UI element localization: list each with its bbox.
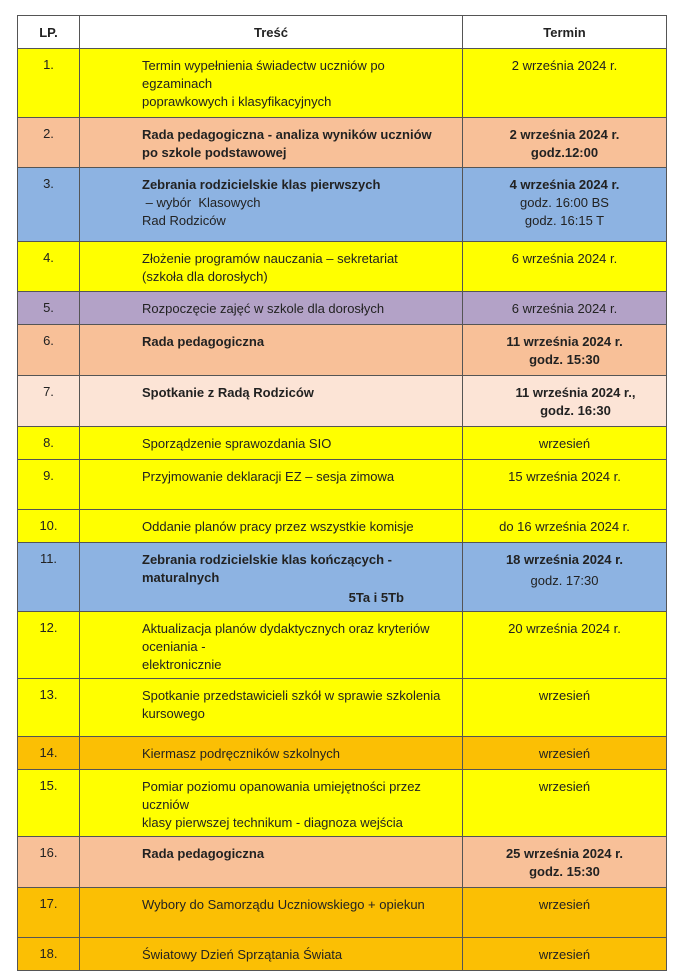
row-term (463, 543, 667, 612)
term-line: wrzesień (538, 688, 591, 703)
content-line: poprawkowych i klasyfikacyjnych (142, 94, 332, 109)
row-number: 11. (18, 543, 80, 612)
row-term (463, 510, 667, 543)
term-line: 18 września 2024 r. (505, 552, 624, 567)
row-content (80, 427, 463, 460)
term-line: 11 września 2024 r., (515, 385, 636, 400)
row-number: 14. (18, 737, 80, 770)
table-row (18, 376, 667, 427)
row-content (80, 292, 463, 325)
content-line: 5Ta i 5Tb (348, 590, 404, 605)
row-number: 1. (18, 49, 80, 118)
row-number: 18. (18, 938, 80, 971)
content-line: po szkole podstawowej (142, 145, 287, 160)
table-row (18, 737, 667, 770)
term-line: wrzesień (538, 436, 591, 451)
table-row (18, 837, 667, 888)
table-row (18, 543, 667, 612)
table-row (18, 325, 667, 376)
row-term (463, 770, 667, 837)
content-line (142, 176, 456, 212)
content-line: Spotkanie z Radą Rodziców (142, 385, 314, 400)
term-line: godz. 16:30 (540, 403, 611, 418)
row-term (463, 888, 667, 938)
row-content (80, 168, 463, 242)
row-number: 6. (18, 325, 80, 376)
row-content (80, 118, 463, 168)
content-bold: Zebrania rodzicielskie klas pierwszych (142, 177, 381, 192)
table-row (18, 770, 667, 837)
content-line: Wybory do Samorządu Uczniowskiego + opiekun (142, 897, 425, 912)
row-number: 2. (18, 118, 80, 168)
table-row (18, 49, 667, 118)
row-content (80, 737, 463, 770)
term-line: godz.12:00 (530, 145, 599, 160)
term-line: wrzesień (538, 779, 591, 794)
row-number: 12. (18, 612, 80, 679)
row-content (80, 460, 463, 510)
row-number: 16. (18, 837, 80, 888)
row-term (463, 292, 667, 325)
row-term (463, 168, 667, 242)
schedule-table (17, 15, 667, 971)
term-line: 20 września 2024 r. (508, 621, 621, 636)
row-term (463, 376, 667, 427)
row-term (463, 427, 667, 460)
row-term (463, 837, 667, 888)
term-line: 4 września 2024 r. (509, 177, 620, 192)
row-content (80, 888, 463, 938)
table-row (18, 118, 667, 168)
row-number: 9. (18, 460, 80, 510)
term-line: 2 września 2024 r. (509, 127, 620, 142)
table-header (18, 16, 667, 49)
term-line: wrzesień (538, 746, 591, 761)
table-row (18, 168, 667, 242)
term-line: wrzesień (538, 897, 591, 912)
table-row (18, 460, 667, 510)
row-term (463, 612, 667, 679)
content-line: Światowy Dzień Sprzątania Świata (142, 947, 343, 962)
content-line: Rada pedagogiczna (142, 846, 265, 861)
term-line: godz. 15:30 (529, 864, 600, 879)
row-content (80, 938, 463, 971)
content-line: Aktualizacja planów dydaktycznych oraz kryteriów oceniania - (142, 621, 430, 654)
row-term (463, 737, 667, 770)
content-line: Kiermasz podręczników szkolnych (142, 746, 340, 761)
table-row (18, 242, 667, 292)
term-line: godz. 16:00 BS (520, 195, 609, 210)
content-line: Sporządzenie sprawozdania SIO (142, 436, 332, 451)
row-content (80, 679, 463, 737)
table-row (18, 888, 667, 938)
row-content (80, 543, 463, 612)
content-line: elektronicznie (142, 657, 222, 672)
content-line: Przyjmowanie deklaracji EZ – sesja zimowa (142, 469, 395, 484)
term-line: godz. 16:15 T (524, 213, 605, 228)
row-number: 17. (18, 888, 80, 938)
row-content (80, 510, 463, 543)
content-line: Rada pedagogiczna - analiza wyników uczniów (142, 127, 432, 142)
content-rest: – wybór Klasowych (142, 195, 261, 210)
term-line: godz. 15:30 (529, 352, 600, 367)
table-row (18, 292, 667, 325)
content-line: (szkoła dla dorosłych) (142, 269, 268, 284)
row-content (80, 837, 463, 888)
row-content (80, 376, 463, 427)
content-line: Termin wypełnienia świadectw uczniów po egzaminach (142, 58, 385, 91)
row-term (463, 679, 667, 737)
row-term (463, 325, 667, 376)
header-term: Termin (463, 16, 667, 49)
term-line: 6 września 2024 r. (511, 301, 618, 316)
content-line: Rad Rodziców (142, 213, 226, 228)
row-number: 8. (18, 427, 80, 460)
content-line: Spotkanie przedstawicieli szkół w sprawie szkolenia kursowego (142, 688, 441, 721)
row-term (463, 938, 667, 971)
content-line: Pomiar poziomu opanowania umiejętności przez uczniów (142, 779, 421, 812)
row-content (80, 325, 463, 376)
table-row (18, 938, 667, 971)
row-term (463, 118, 667, 168)
term-line: wrzesień (538, 947, 591, 962)
row-term (463, 460, 667, 510)
content-line: Zebrania rodzicielskie klas kończących - maturalnych (142, 552, 393, 585)
row-number: 3. (18, 168, 80, 242)
row-number: 13. (18, 679, 80, 737)
row-number: 15. (18, 770, 80, 837)
header-content: Treść (80, 16, 463, 49)
table-row (18, 510, 667, 543)
term-line: 6 września 2024 r. (511, 251, 618, 266)
row-number: 4. (18, 242, 80, 292)
term-line: 11 września 2024 r. (506, 334, 623, 349)
content-line: Rozpoczęcie zajęć w szkole dla dorosłych (142, 301, 385, 316)
row-content (80, 49, 463, 118)
row-number: 10. (18, 510, 80, 543)
row-number: 7. (18, 376, 80, 427)
row-content (80, 612, 463, 679)
term-line: 25 września 2024 r. (505, 846, 624, 861)
row-content (80, 770, 463, 837)
header-lp: LP. (18, 16, 80, 49)
content-line: Rada pedagogiczna (142, 334, 265, 349)
table-row (18, 427, 667, 460)
content-line: klasy pierwszej technikum - diagnoza wejścia (142, 815, 403, 830)
content-line: Oddanie planów pracy przez wszystkie komisje (142, 519, 414, 534)
row-content (80, 242, 463, 292)
table-row (18, 679, 667, 737)
content-line: Złożenie programów nauczania – sekretariat (142, 251, 398, 266)
term-line: 15 września 2024 r. (508, 469, 621, 484)
row-term (463, 49, 667, 118)
term-line: 2 września 2024 r. (511, 58, 618, 73)
row-term (463, 242, 667, 292)
term-line: do 16 września 2024 r. (499, 519, 630, 534)
term-line: godz. 17:30 (530, 573, 599, 588)
table-row (18, 612, 667, 679)
row-number: 5. (18, 292, 80, 325)
